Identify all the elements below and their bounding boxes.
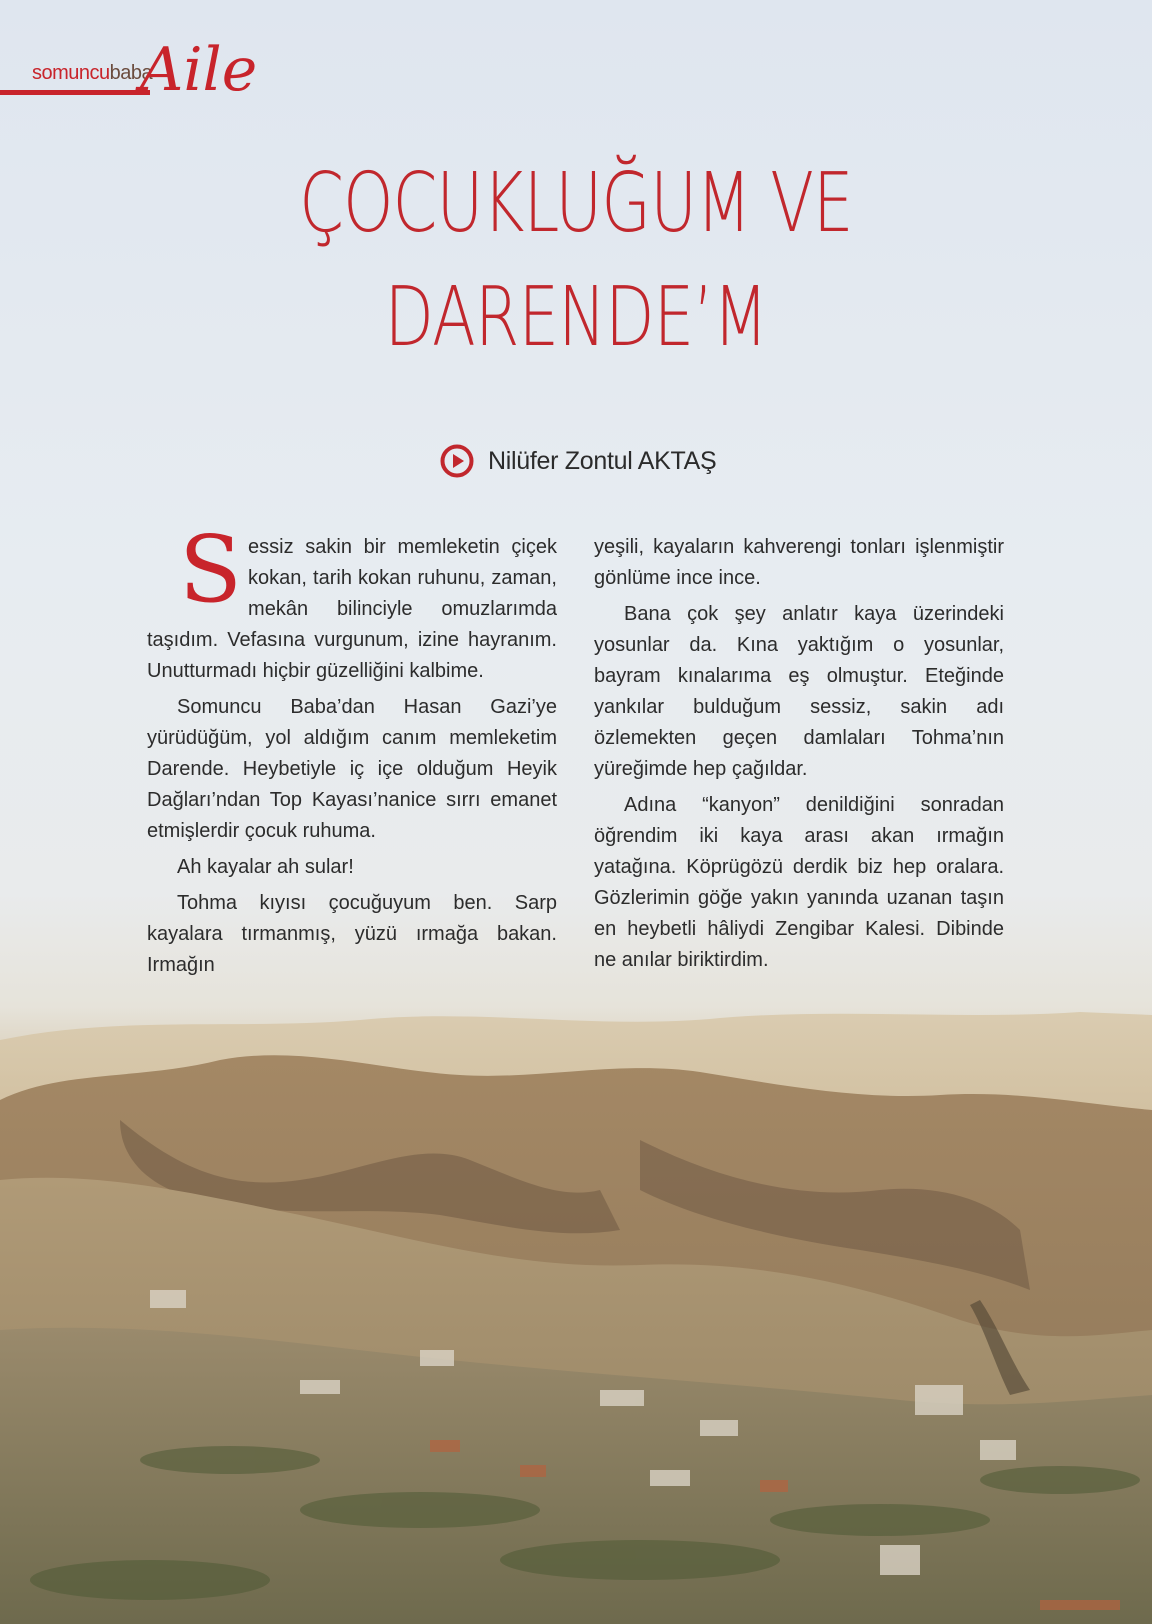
article-title-line-1: ÇOCUKLUĞUM VE <box>299 156 853 251</box>
brand-name: somuncubaba <box>32 62 153 84</box>
drop-cap: S <box>179 516 243 623</box>
magazine-brand <box>0 35 260 110</box>
paragraph: Adına “kanyon” denildiğini sonradan öğrendim iki kaya arası akan ırmağın yatağına. Köprügözü derdik biz hep oralara. Gözlerimin göğe yakın yanında uzanan taşın en heybetli hâliydi Zengibar Kalesi. Dibinde ne anılar biriktirdim. <box>594 794 1004 971</box>
right-column <box>594 532 1004 981</box>
paragraph: Tohma kıyısı çocuğuyum ben. Sarp kayalara tırmanmış, yüzü ırmağa bakan. Irmağın <box>147 892 557 976</box>
play-circle-icon <box>440 444 474 478</box>
paragraph: yeşili, kayaların kahverengi tonları işlenmiştir gönlüme ince ince. <box>594 536 1004 589</box>
section-name: Aile <box>140 35 258 105</box>
paragraph: Ah kayalar ah sular! <box>177 856 354 878</box>
paragraph: Somuncu Baba’dan Hasan Gazi’ye yürüdüğüm, yol aldığım canım memleketim Darende. Heybetiyle iç içe olduğum Heyik Dağları’ndan Top Kayası’nanice sırrı emanet etmişlerdir çocuk ruhuma. <box>147 696 557 842</box>
brand-underline <box>0 90 150 95</box>
author-name: Nilüfer Zontul AKTAŞ <box>488 446 717 475</box>
left-column <box>147 516 557 986</box>
author-byline <box>440 443 716 479</box>
paragraph: Bana çok şey anlatır kaya üzerindeki yosunlar da. Kına yaktığım o yosunlar, bayram kınalarıma eş olmuştur. Eteğinde yankılar bulduğum sessiz, sakin adı özlemekten geçen damlaları Tohma’nın yüreğimde hep çağıldar. <box>594 603 1004 780</box>
article-title-line-2: DARENDE’M <box>384 270 768 365</box>
paragraph: Sessiz sakin bir memleketin çiçek kokan, tarih kokan ruhunu, zaman, mekân bilinciyle omuzlarımda taşıdım. Vefasına vurgunum, izine hayranım. Unutturmadı hiçbir güzelliğini kalbime. <box>147 516 557 682</box>
